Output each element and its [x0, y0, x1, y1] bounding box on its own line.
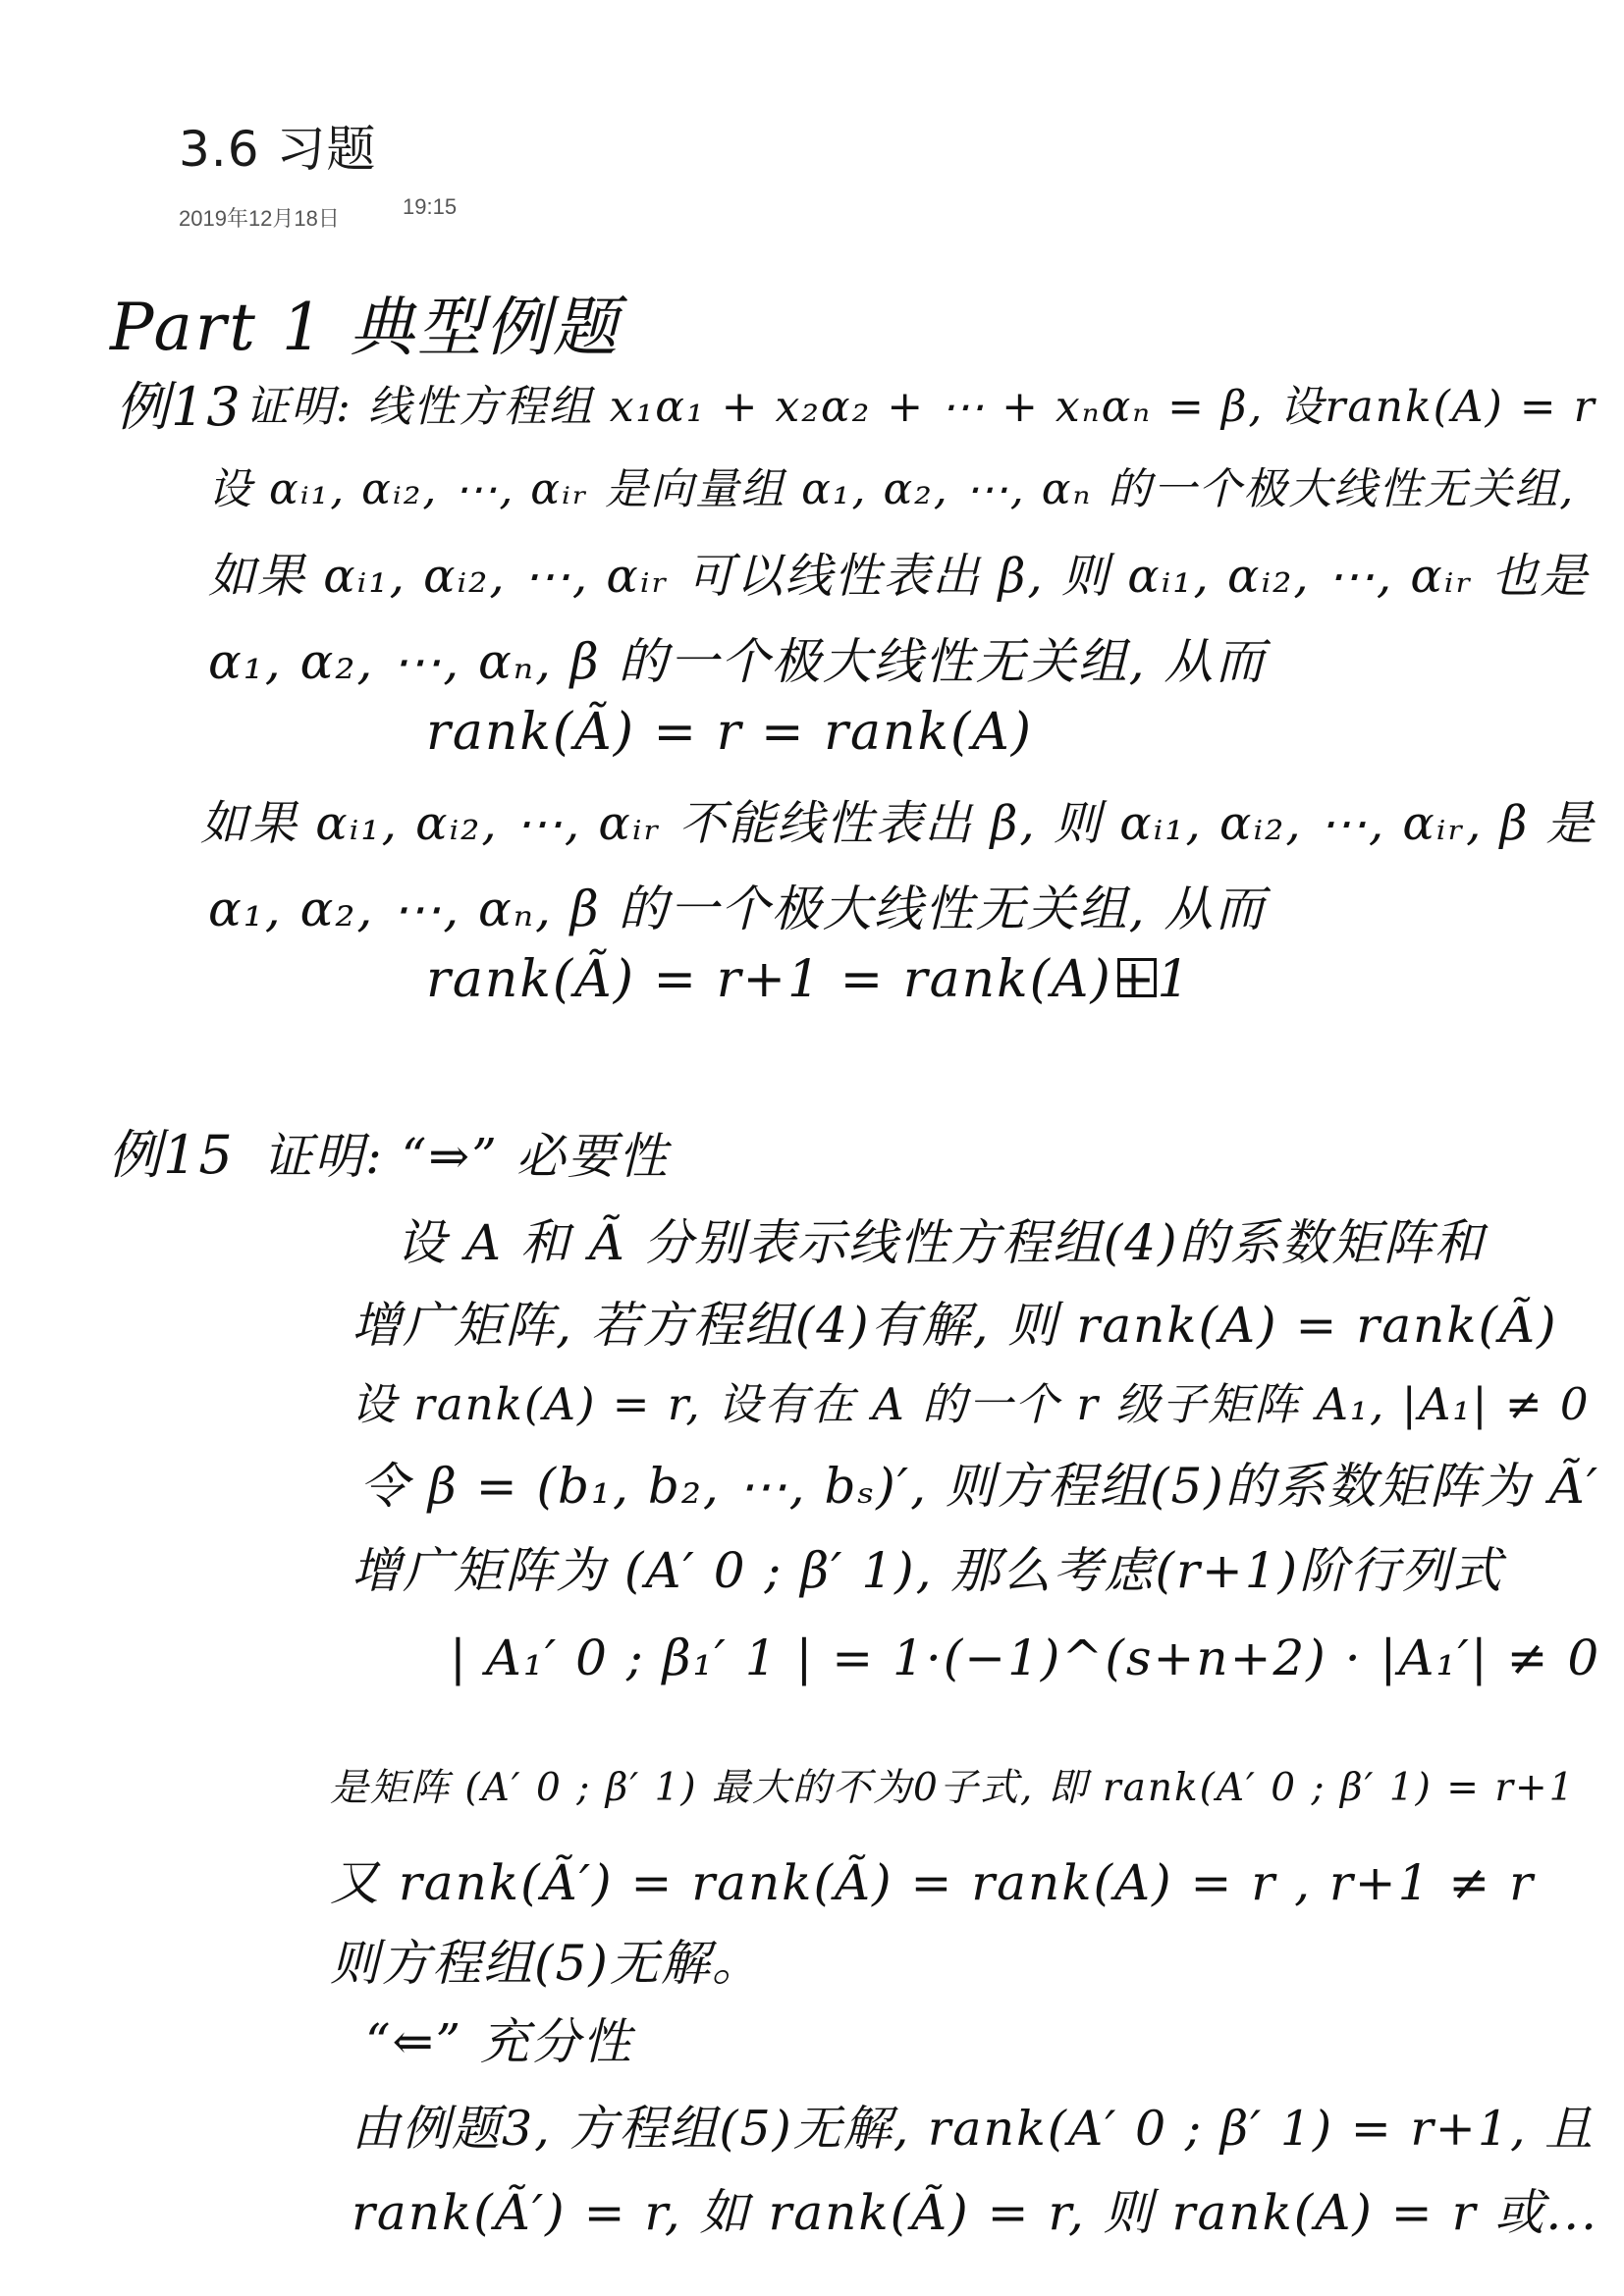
example-15-line-7: 是矩阵 (A′ 0 ; β′ 1) 最大的不为0子式, 即 rank(A′ 0 ; β′ 1) = r+1 [330, 1766, 1576, 1810]
example-15-line-6: 增广矩阵为 (A′ 0 ; β′ 1), 那么考虑(r+1)阶行列式 [352, 1542, 1504, 1599]
note-date: 2019年12月18日 [179, 206, 340, 231]
example-15-label: 例15 [108, 1124, 235, 1186]
example-15-line-11: 由例题3, 方程组(5)无解, rank(A′ 0 ; β′ 1) = r+1, 且 [352, 2101, 1596, 2157]
example-15-line-5: 令 β = (b₁, b₂, ⋯, bₛ)′, 则方程组(5)的系数矩阵为 Ã′ [359, 1458, 1600, 1515]
qed-box [1117, 958, 1157, 997]
example-15-line-12: rank(Ã′) = r, 如 rank(Ã) = r, 则 rank(A) = r 或... [352, 2184, 1599, 2241]
example-15-line-4: 设 rank(A) = r, 设有在 A 的一个 r 级子矩阵 A₁, |A₁| ≠ 0 [352, 1378, 1591, 1430]
example-15-line-9: 则方程组(5)无解。 [330, 1935, 763, 1992]
example-13-line-2: 设 αᵢ₁, αᵢ₂, ⋯, αᵢᵣ 是向量组 α₁, α₂, ⋯, αₙ 的一个极大线性无关组, [208, 464, 1576, 514]
example-13-label: 例13 [116, 376, 243, 438]
example-13-equation-2: rank(Ã) = r+1 = rank(A)+1 [426, 950, 1192, 1009]
example-15-line-3: 增广矩阵, 若方程组(4)有解, 则 rank(A) = rank(Ã) [352, 1297, 1558, 1354]
example-15-line-1: 证明: “⇒” 必要性 [263, 1128, 670, 1185]
example-13-equation-1: rank(Ã) = r = rank(A) [426, 703, 1034, 762]
example-13-line-4: α₁, α₂, ⋯, αₙ, β 的一个极大线性无关组, 从而 [208, 633, 1267, 690]
example-13-line-3: 如果 αᵢ₁, αᵢ₂, ⋯, αᵢᵣ 可以线性表出 β, 则 αᵢ₁, αᵢ₂, ⋯, αᵢᵣ 也是 [208, 549, 1590, 604]
example-15-determinant: | A₁′ 0 ; β₁′ 1 | = 1·(−1)^(s+n+2) · |A₁′| ≠ 0 [450, 1629, 1601, 1686]
page-title: 3.6 习题 [179, 121, 377, 178]
example-15-line-8: 又 rank(Ã′) = rank(Ã) = rank(A) = r , r+1 ≠ r [330, 1854, 1536, 1911]
example-13-line-6: α₁, α₂, ⋯, αₙ, β 的一个极大线性无关组, 从而 [208, 881, 1267, 937]
example-13-line-5: 如果 αᵢ₁, αᵢ₂, ⋯, αᵢᵣ 不能线性表出 β, 则 αᵢ₁, αᵢ₂, ⋯, αᵢᵣ, β 是 [200, 796, 1596, 851]
note-time: 19:15 [403, 194, 458, 219]
example-15-line-2: 设 A 和 Ã 分别表示线性方程组(4)的系数矩阵和 [397, 1214, 1486, 1271]
example-15-line-10: “⇐” 充分性 [365, 2013, 633, 2070]
part-heading: Part 1 典型例题 [110, 290, 621, 365]
example-13-line-1: 证明: 线性方程组 x₁α₁ + x₂α₂ + ⋯ + xₙαₙ = β, 设rank(A) = r [245, 382, 1597, 432]
